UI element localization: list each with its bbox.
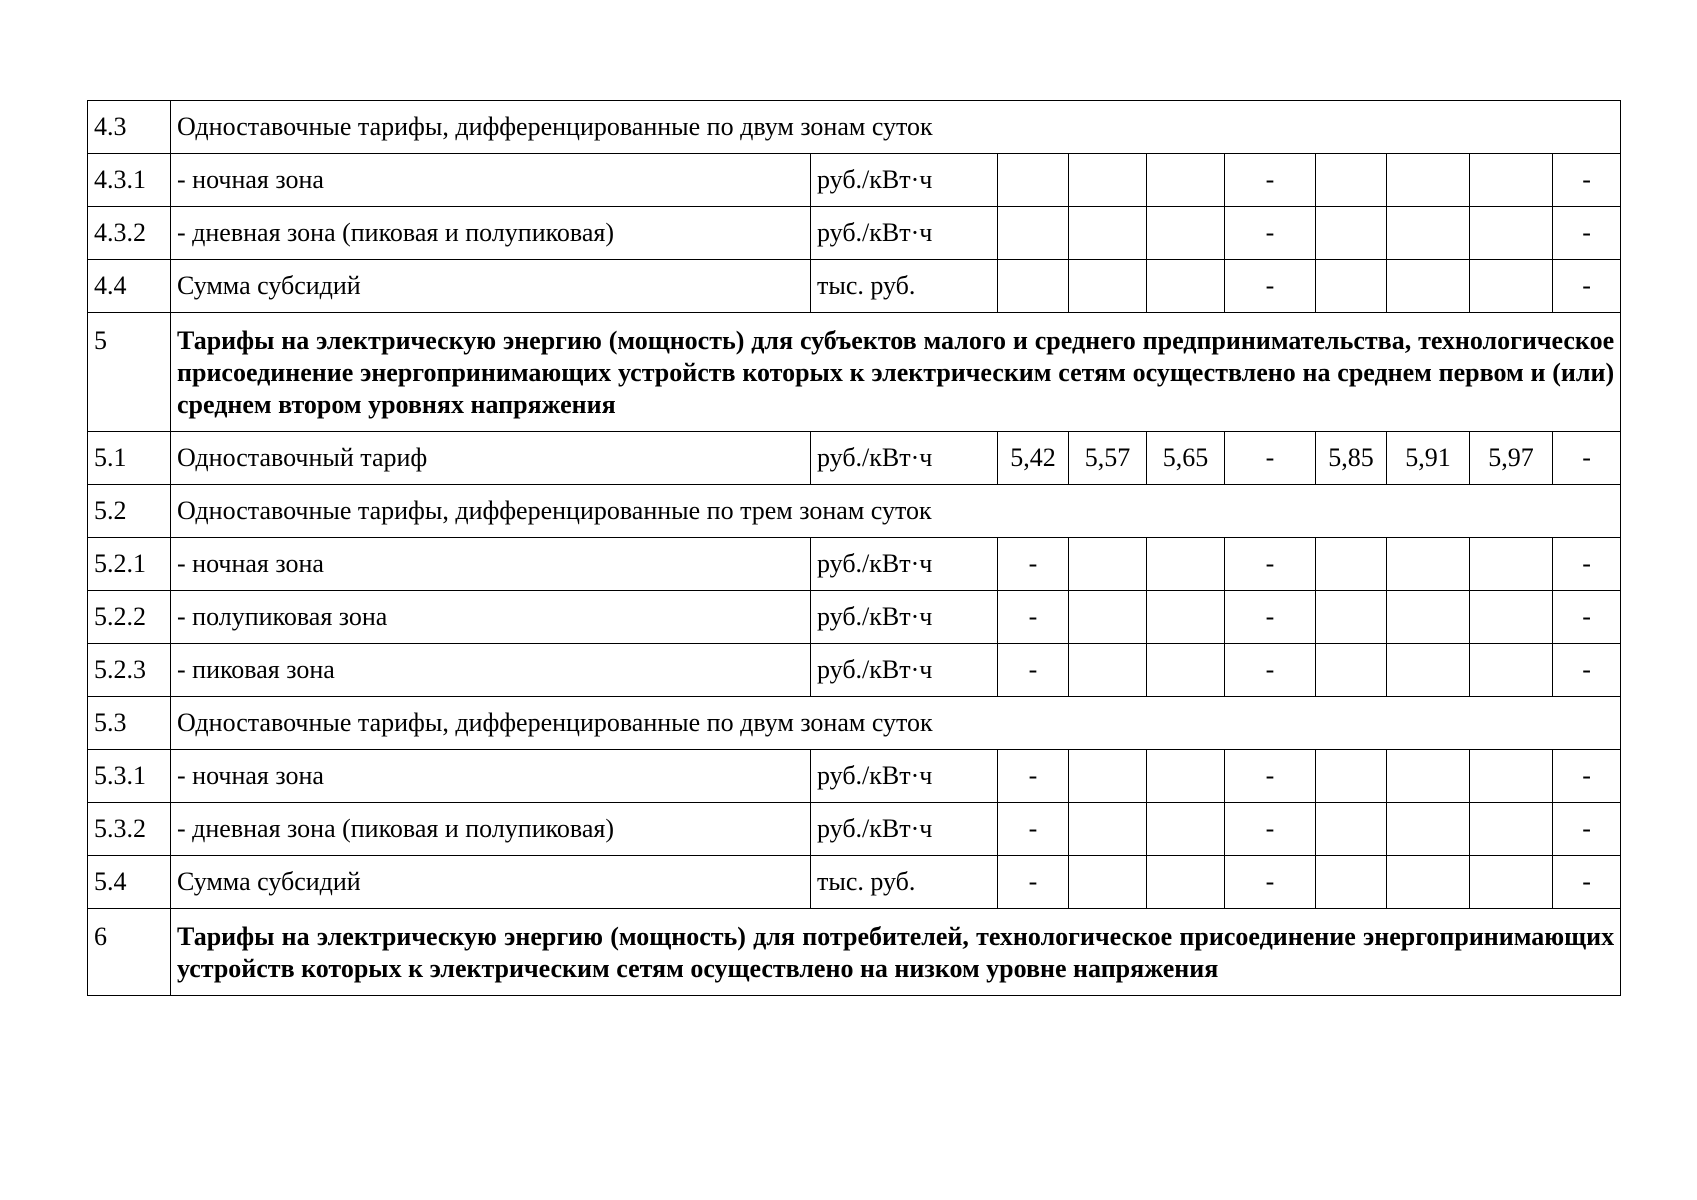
row-unit: руб./кВт·ч bbox=[811, 207, 998, 260]
value-cell bbox=[1387, 644, 1470, 697]
value-cell: - bbox=[1553, 644, 1621, 697]
section-title: Тарифы на электрическую энергию (мощность) для потребителей, технологическое присоединение энергопринимающих устройств которых к электрическим сетям осуществлено на низком уровне напряжения bbox=[171, 909, 1621, 996]
row-label: - ночная зона bbox=[171, 750, 811, 803]
row-unit: руб./кВт·ч bbox=[811, 432, 998, 485]
table-row bbox=[88, 591, 1621, 644]
value-cell bbox=[1316, 856, 1387, 909]
value-cell: - bbox=[1553, 856, 1621, 909]
value-cell bbox=[1387, 750, 1470, 803]
group-title: Одноставочные тарифы, дифференцированные по трем зонам суток bbox=[171, 485, 1621, 538]
value-cell bbox=[1470, 154, 1553, 207]
value-cell bbox=[1387, 591, 1470, 644]
value-cell bbox=[1147, 591, 1225, 644]
value-cell bbox=[1316, 803, 1387, 856]
table-row bbox=[88, 432, 1621, 485]
value-cell: - bbox=[998, 750, 1069, 803]
table-row bbox=[88, 644, 1621, 697]
row-unit: руб./кВт·ч bbox=[811, 154, 998, 207]
table-row bbox=[88, 260, 1621, 313]
row-label: - ночная зона bbox=[171, 154, 811, 207]
value-cell bbox=[1147, 207, 1225, 260]
row-label: - пиковая зона bbox=[171, 644, 811, 697]
value-cell: - bbox=[1225, 432, 1316, 485]
row-unit: руб./кВт·ч bbox=[811, 591, 998, 644]
row-number: 4.3.1 bbox=[88, 154, 171, 207]
row-unit: руб./кВт·ч bbox=[811, 803, 998, 856]
value-cell: 5,57 bbox=[1069, 432, 1147, 485]
section-title: Тарифы на электрическую энергию (мощность) для субъектов малого и среднего предпринимательства, технологическое присоединение энергопринимающих устройств которых к электрическим сетям осуществлено на среднем первом и (или) среднем втором уровнях напряжения bbox=[171, 313, 1621, 432]
value-cell bbox=[1069, 803, 1147, 856]
row-unit: тыс. руб. bbox=[811, 260, 998, 313]
value-cell: - bbox=[1225, 207, 1316, 260]
value-cell: - bbox=[1225, 591, 1316, 644]
row-label: Одноставочный тариф bbox=[171, 432, 811, 485]
value-cell: - bbox=[998, 856, 1069, 909]
value-cell bbox=[1069, 260, 1147, 313]
value-cell: - bbox=[1225, 803, 1316, 856]
row-label: Сумма субсидий bbox=[171, 260, 811, 313]
table-row bbox=[88, 538, 1621, 591]
value-cell bbox=[1147, 750, 1225, 803]
group-title: Одноставочные тарифы, дифференцированные по двум зонам суток bbox=[171, 697, 1621, 750]
value-cell bbox=[1470, 207, 1553, 260]
value-cell bbox=[1470, 591, 1553, 644]
value-cell bbox=[1387, 803, 1470, 856]
row-label: - дневная зона (пиковая и полупиковая) bbox=[171, 803, 811, 856]
value-cell: 5,42 bbox=[998, 432, 1069, 485]
row-number: 5.2 bbox=[88, 485, 171, 538]
value-cell: - bbox=[998, 591, 1069, 644]
row-number: 5.4 bbox=[88, 856, 171, 909]
group-row bbox=[88, 485, 1621, 538]
row-label: - дневная зона (пиковая и полупиковая) bbox=[171, 207, 811, 260]
value-cell bbox=[1147, 644, 1225, 697]
value-cell bbox=[1470, 644, 1553, 697]
table-row bbox=[88, 154, 1621, 207]
section-row bbox=[88, 909, 1621, 996]
row-number: 4.3 bbox=[88, 101, 171, 154]
value-cell: - bbox=[998, 538, 1069, 591]
section-row bbox=[88, 313, 1621, 432]
value-cell: - bbox=[998, 803, 1069, 856]
row-unit: тыс. руб. bbox=[811, 856, 998, 909]
value-cell bbox=[1387, 154, 1470, 207]
value-cell bbox=[1316, 644, 1387, 697]
row-unit: руб./кВт·ч bbox=[811, 644, 998, 697]
row-number: 5.2.3 bbox=[88, 644, 171, 697]
row-number: 5.1 bbox=[88, 432, 171, 485]
value-cell bbox=[998, 260, 1069, 313]
row-number: 5.2.2 bbox=[88, 591, 171, 644]
value-cell bbox=[1069, 750, 1147, 803]
value-cell: - bbox=[1225, 154, 1316, 207]
value-cell bbox=[1470, 538, 1553, 591]
value-cell bbox=[1316, 538, 1387, 591]
table-row bbox=[88, 750, 1621, 803]
value-cell bbox=[1069, 644, 1147, 697]
row-number: 5 bbox=[88, 313, 171, 432]
group-row bbox=[88, 697, 1621, 750]
row-number: 5.3.2 bbox=[88, 803, 171, 856]
row-number: 4.4 bbox=[88, 260, 171, 313]
value-cell bbox=[1147, 154, 1225, 207]
value-cell: - bbox=[1225, 260, 1316, 313]
value-cell bbox=[1069, 207, 1147, 260]
table-body bbox=[88, 101, 1621, 996]
group-title: Одноставочные тарифы, дифференцированные по двум зонам суток bbox=[171, 101, 1621, 154]
tariff-table bbox=[87, 100, 1621, 996]
row-number: 4.3.2 bbox=[88, 207, 171, 260]
value-cell: - bbox=[1225, 644, 1316, 697]
value-cell: - bbox=[1225, 750, 1316, 803]
group-row bbox=[88, 101, 1621, 154]
value-cell: - bbox=[1225, 538, 1316, 591]
value-cell: 5,85 bbox=[1316, 432, 1387, 485]
value-cell: - bbox=[1553, 432, 1621, 485]
row-label: - ночная зона bbox=[171, 538, 811, 591]
value-cell bbox=[1147, 538, 1225, 591]
row-unit: руб./кВт·ч bbox=[811, 750, 998, 803]
value-cell: - bbox=[1553, 154, 1621, 207]
value-cell: - bbox=[1225, 856, 1316, 909]
value-cell bbox=[1470, 750, 1553, 803]
value-cell bbox=[1316, 154, 1387, 207]
value-cell bbox=[1470, 260, 1553, 313]
row-number: 5.2.1 bbox=[88, 538, 171, 591]
value-cell: - bbox=[1553, 803, 1621, 856]
value-cell: 5,91 bbox=[1387, 432, 1470, 485]
value-cell bbox=[1069, 856, 1147, 909]
value-cell bbox=[1470, 803, 1553, 856]
value-cell bbox=[1470, 856, 1553, 909]
row-number: 5.3 bbox=[88, 697, 171, 750]
table-row bbox=[88, 207, 1621, 260]
value-cell bbox=[1387, 207, 1470, 260]
value-cell: - bbox=[1553, 207, 1621, 260]
table-row bbox=[88, 803, 1621, 856]
row-label: - полупиковая зона bbox=[171, 591, 811, 644]
value-cell bbox=[1147, 856, 1225, 909]
value-cell bbox=[1316, 260, 1387, 313]
row-number: 6 bbox=[88, 909, 171, 996]
value-cell bbox=[1147, 803, 1225, 856]
value-cell: 5,65 bbox=[1147, 432, 1225, 485]
value-cell: - bbox=[1553, 538, 1621, 591]
value-cell bbox=[1069, 154, 1147, 207]
row-unit: руб./кВт·ч bbox=[811, 538, 998, 591]
value-cell bbox=[998, 207, 1069, 260]
value-cell bbox=[1147, 260, 1225, 313]
value-cell bbox=[1387, 856, 1470, 909]
row-number: 5.3.1 bbox=[88, 750, 171, 803]
value-cell bbox=[998, 154, 1069, 207]
value-cell bbox=[1316, 750, 1387, 803]
value-cell: - bbox=[1553, 591, 1621, 644]
value-cell: 5,97 bbox=[1470, 432, 1553, 485]
value-cell: - bbox=[1553, 260, 1621, 313]
table-row bbox=[88, 856, 1621, 909]
value-cell: - bbox=[1553, 750, 1621, 803]
row-label: Сумма субсидий bbox=[171, 856, 811, 909]
value-cell bbox=[1316, 207, 1387, 260]
value-cell bbox=[1387, 538, 1470, 591]
value-cell bbox=[1387, 260, 1470, 313]
value-cell bbox=[1316, 591, 1387, 644]
value-cell: - bbox=[998, 644, 1069, 697]
value-cell bbox=[1069, 591, 1147, 644]
value-cell bbox=[1069, 538, 1147, 591]
